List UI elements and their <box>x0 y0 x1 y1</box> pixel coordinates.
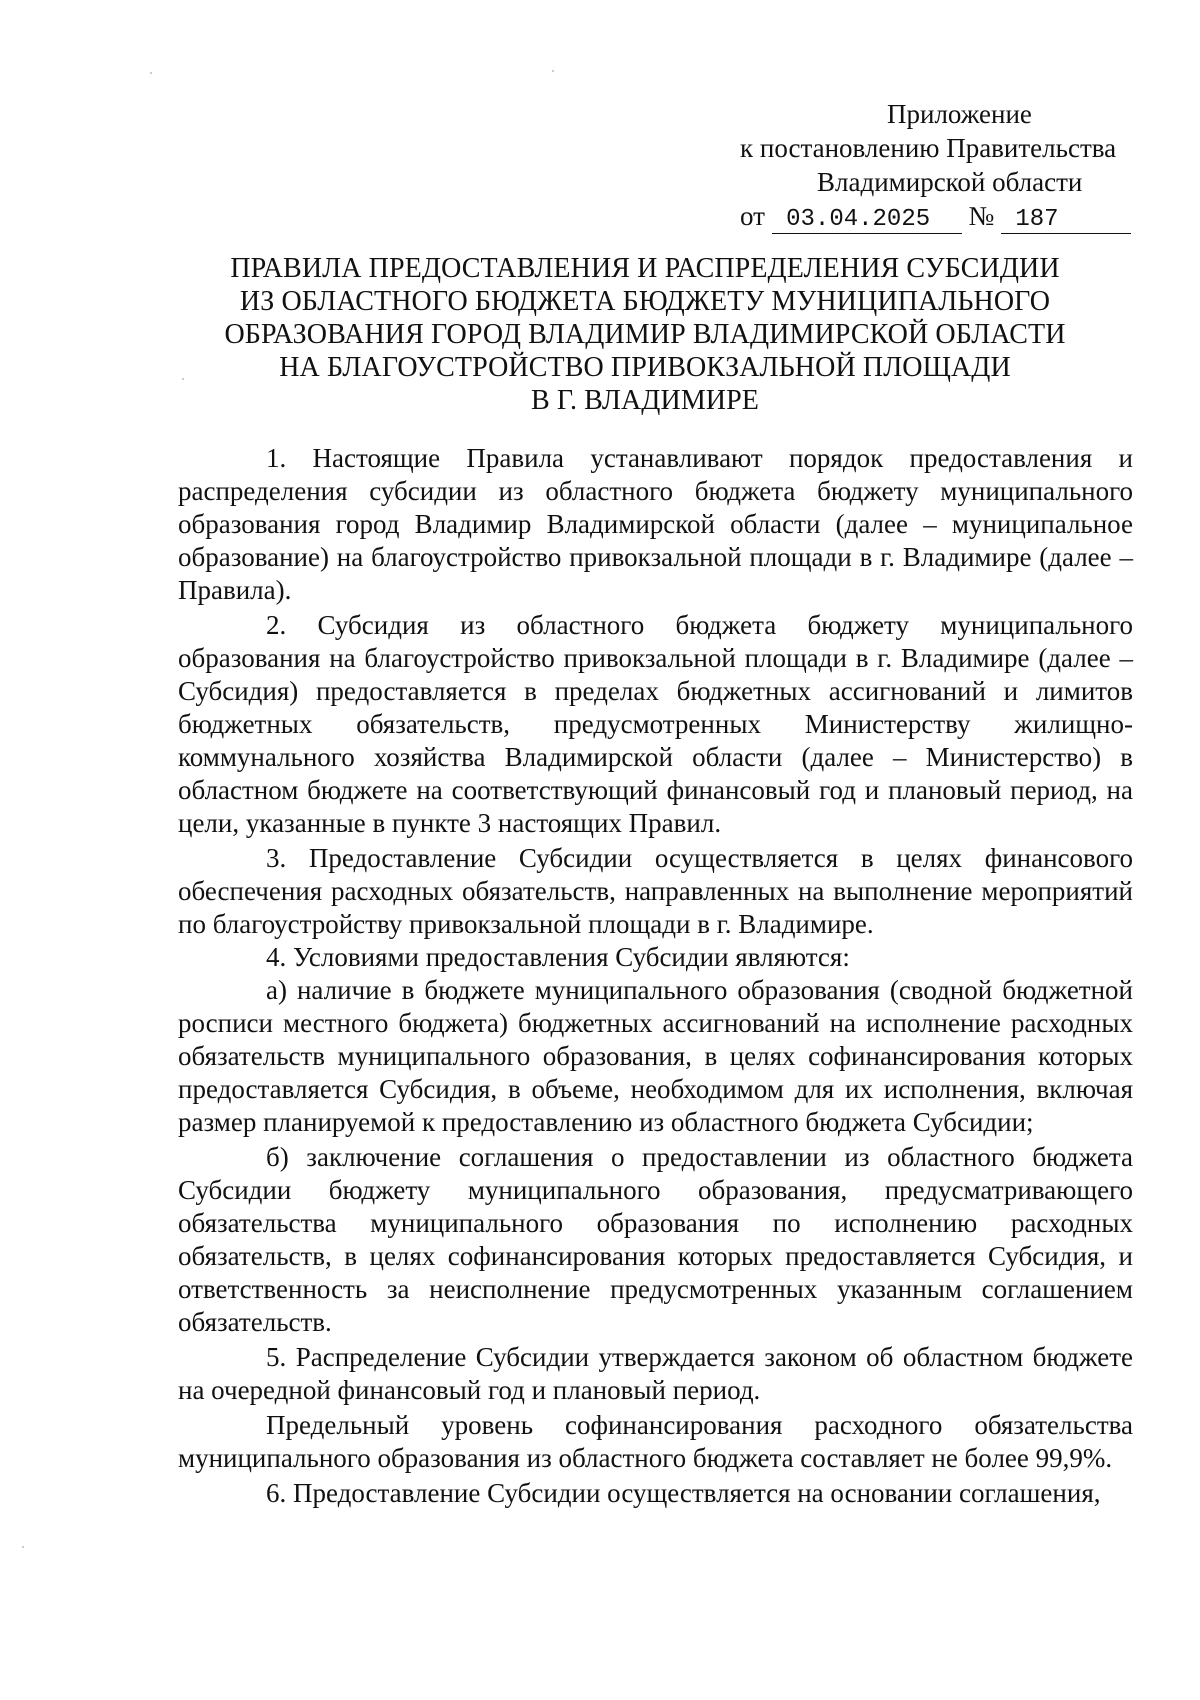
title-line: ПРАВИЛА ПРЕДОСТАВЛЕНИЯ И РАСПРЕДЕЛЕНИЯ СУБСИДИИ <box>230 253 1060 284</box>
attachment-label: Приложение <box>887 99 1032 129</box>
title-line: ИЗ ОБЛАСТНОГО БЮДЖЕТА БЮДЖЕТУ МУНИЦИПАЛЬНОГО <box>239 286 1051 317</box>
number-prefix: № <box>968 201 995 231</box>
scan-speck <box>552 70 554 72</box>
paragraph-3: 3. Предоставление Субсидии осуществляется в целях финансового обеспечения расходных обязательств, направленных на выполнение мероприятий по благоустройству привокзальной площади в г. Владимире. <box>178 843 1133 939</box>
resolution-number: 187 <box>1001 207 1131 234</box>
paragraph-4a: а) наличие в бюджете муниципального образования (сводной бюджетной росписи местного бюджета) бюджетных ассигнований на исполнение расходных обязательств муниципального образования, в целях софинансирования которых предоставляется Субсидия, в объеме, необходимом для их исполнения, включая размер планируемой к предоставлению из областного бюджета Субсидии; <box>178 975 1133 1137</box>
document-title <box>180 252 1110 417</box>
document-body <box>178 442 1133 1510</box>
title-line: ОБРАЗОВАНИЯ ГОРОД ВЛАДИМИР ВЛАДИМИРСКОЙ ОБЛАСТИ <box>224 319 1066 350</box>
resolution-date: 03.04.2025 <box>772 207 962 234</box>
date-prefix: от <box>740 201 765 231</box>
title-line: В Г. ВЛАДИМИРЕ <box>530 385 760 416</box>
scan-speck <box>22 1546 24 1548</box>
paragraph-2: 2. Субсидия из областного бюджета бюджету муниципального образования на благоустройство привокзальной площади в г. Владимире (далее – Субсидия) предоставляется в пределах бюджетных ассигнований и лимитов бюджетных обязательств, предусмотренных Министерству жилищно-коммунального хозяйства Владимирской области (далее – Министерство) в областном бюджете на соответствующий финансовый год и плановый период, на цели, указанные в пункте 3 настоящих Правил. <box>178 610 1133 838</box>
attachment-header <box>740 97 1140 234</box>
resolution-reference: к постановлению Правительства <box>740 133 1117 163</box>
region-name: Владимирской области <box>817 167 1083 197</box>
date-number-line <box>740 199 1140 234</box>
paragraph-1: 1. Настоящие Правила устанавливают порядок предоставления и распределения субсидии из областного бюджета бюджету муниципального образования город Владимир Владимирской области (далее – муниципальное образование) на благоустройство привокзальной площади в г. Владимире (далее – Правила). <box>178 443 1133 605</box>
paragraph-4b: б) заключение соглашения о предоставлении из областного бюджета Субсидии бюджету муниципального образования, предусматривающего обязательства муниципального образования по исполнению расходных обязательств, в целях софинансирования которых предоставляется Субсидия, и ответственность за неисполнение предусмотренных указанным соглашением обязательств. <box>178 1142 1133 1337</box>
paragraph-5: 5. Распределение Субсидии утверждается законом об областном бюджете на очередной финансовый год и плановый период. <box>178 1342 1133 1405</box>
scan-speck <box>150 72 152 74</box>
paragraph-6: 6. Предоставление Субсидии осуществляется на основании соглашения, <box>266 1478 1101 1508</box>
title-line: НА БЛАГОУСТРОЙСТВО ПРИВОКЗАЛЬНОЙ ПЛОЩАДИ <box>279 352 1011 383</box>
paragraph-4: 4. Условиями предоставления Субсидии являются: <box>266 942 850 972</box>
paragraph-5b: Предельный уровень софинансирования расходного обязательства муниципального образования из областного бюджета составляет не более 99,9%. <box>178 1410 1133 1473</box>
